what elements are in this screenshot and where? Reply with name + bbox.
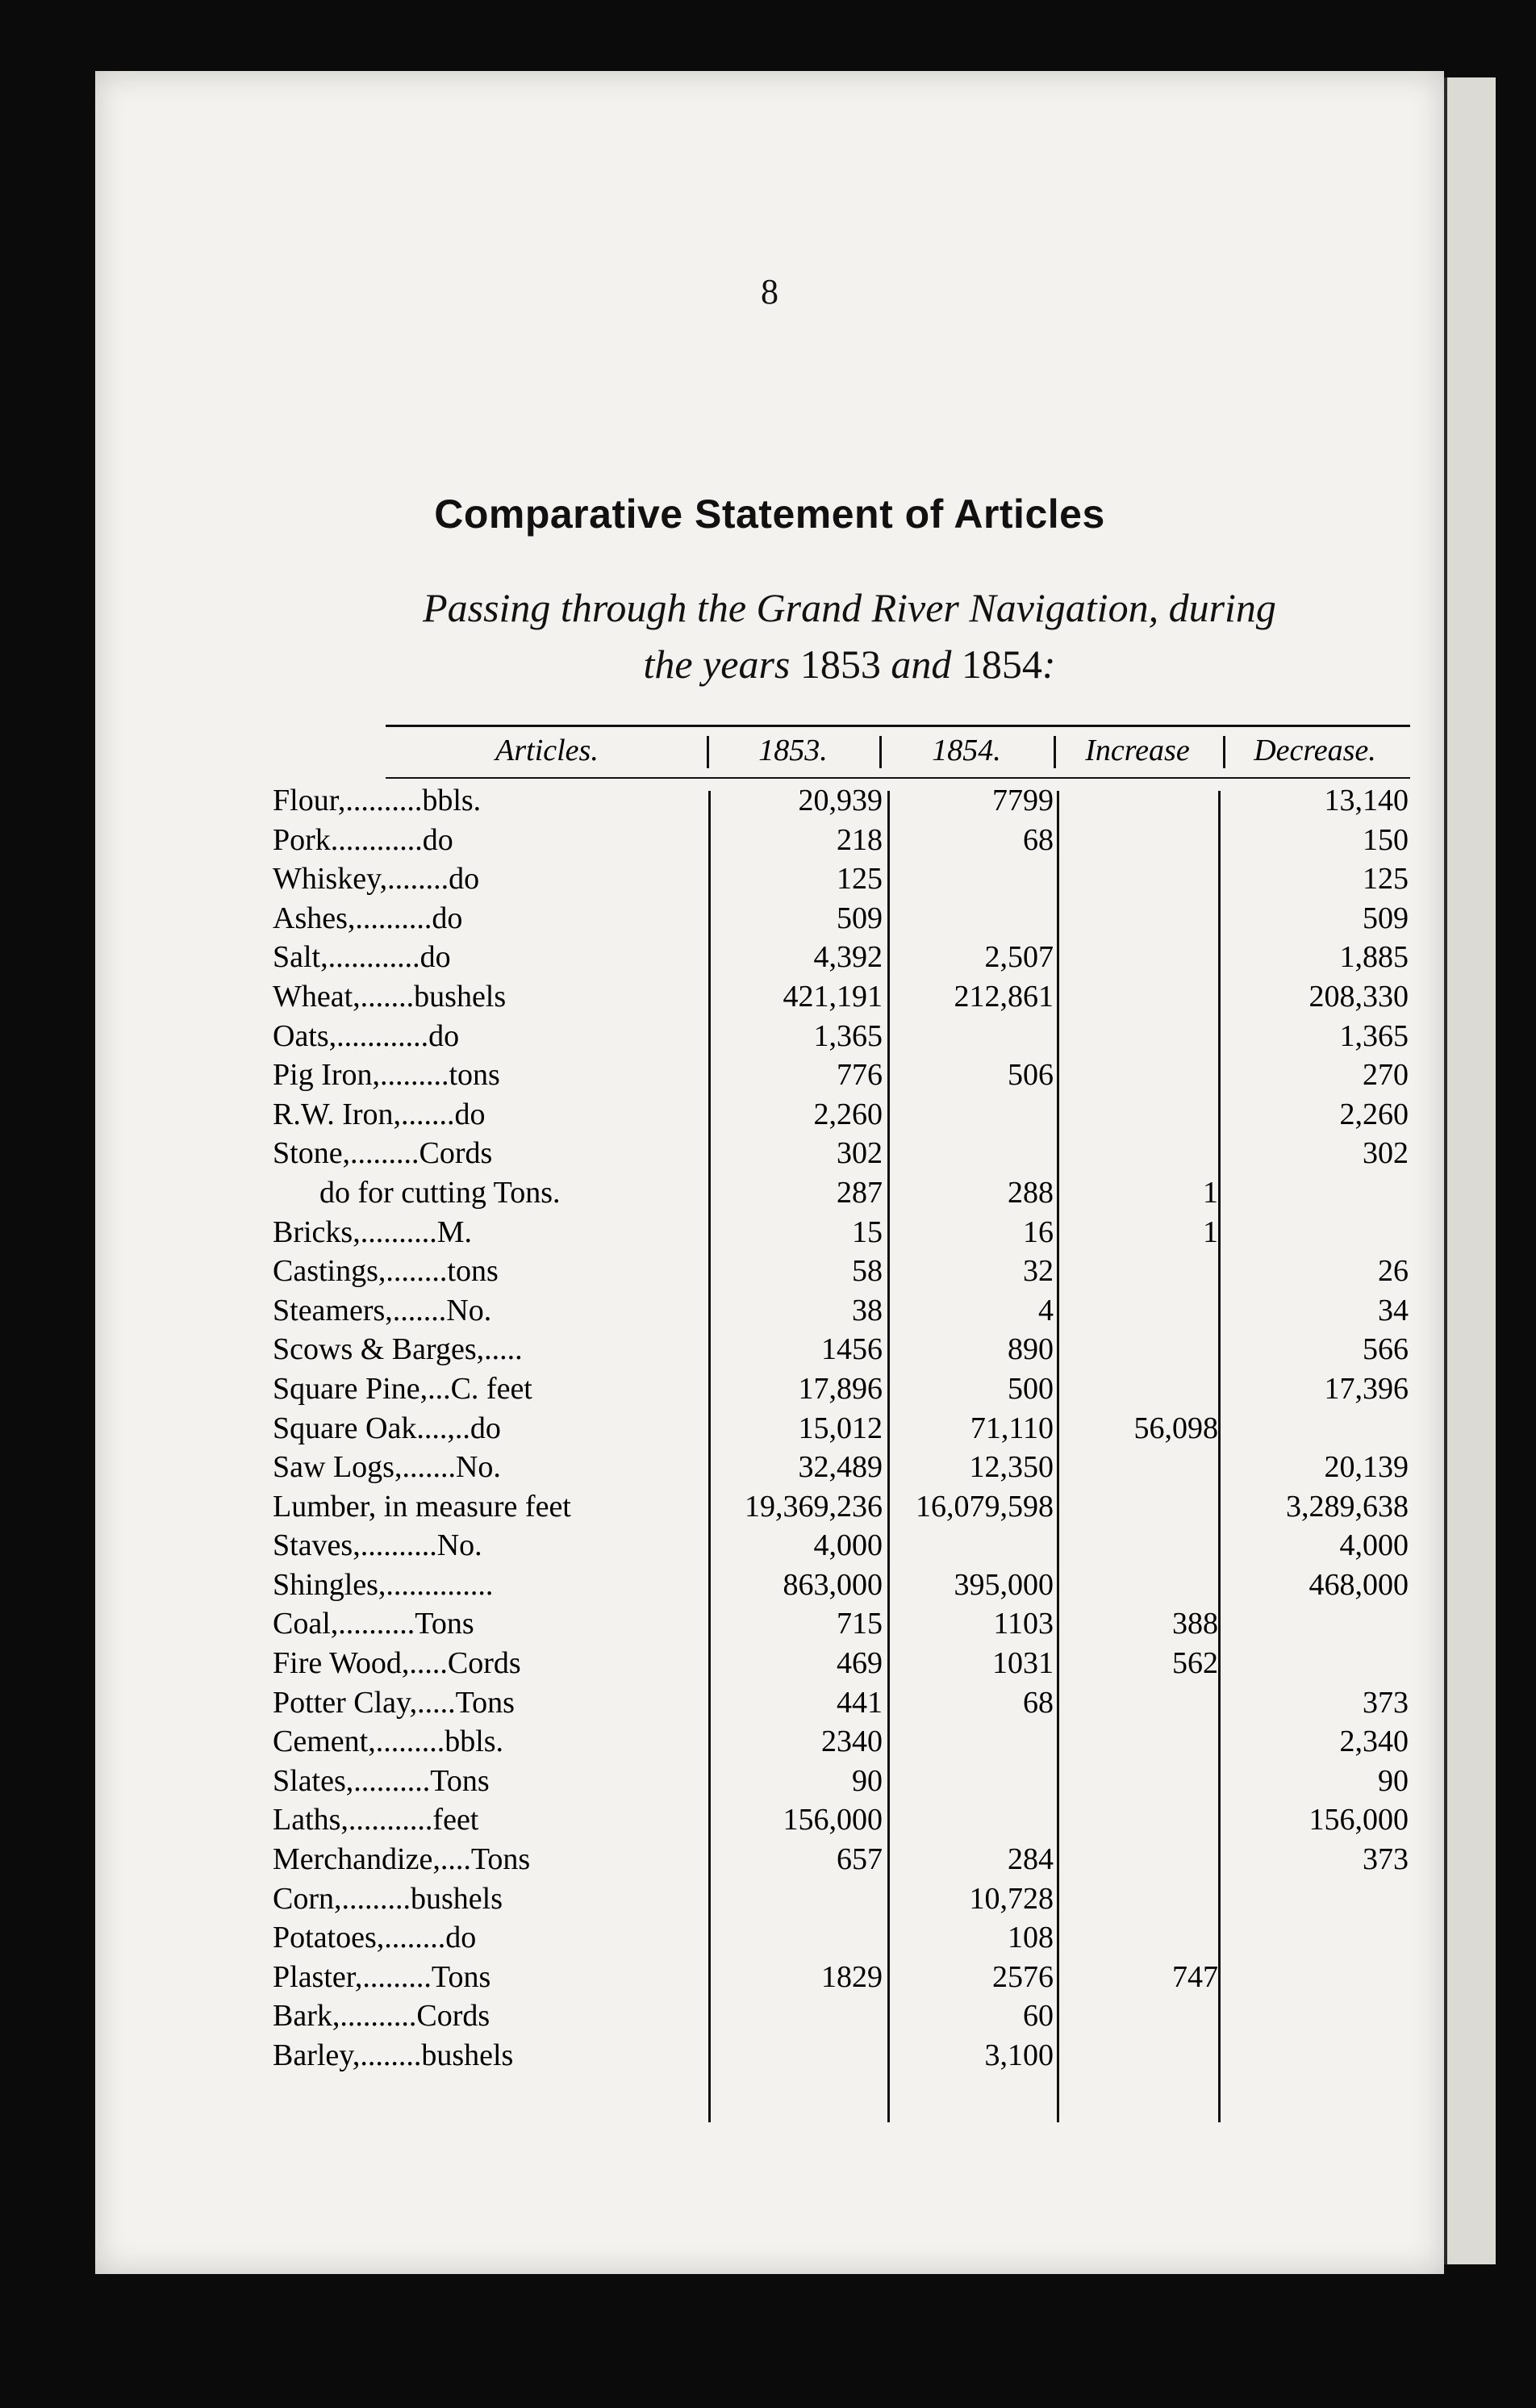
table-row	[273, 1526, 1410, 1566]
value-1853-cell: 302	[837, 1136, 883, 1171]
value-1854-cell: 10,728	[969, 1881, 1054, 1916]
decrease-cell: 150	[1363, 822, 1409, 857]
table-row	[273, 1722, 1410, 1762]
decrease-cell: 34	[1378, 1293, 1409, 1327]
value-1853-cell: 863,000	[783, 1567, 883, 1602]
table-row	[273, 1800, 1410, 1840]
header-separator	[1054, 736, 1056, 768]
page-title: Comparative Statement of Articles	[434, 491, 1105, 537]
article-name-cell: Corn,.........bushels	[273, 1881, 503, 1916]
value-1854-cell: 500	[1008, 1371, 1054, 1406]
article-name-cell: Shingles,..............	[273, 1567, 494, 1602]
decrease-cell: 208,330	[1309, 979, 1409, 1014]
decrease-cell: 17,396	[1324, 1371, 1409, 1406]
increase-cell: 388	[1172, 1607, 1218, 1641]
value-1853-cell: 2,260	[813, 1097, 883, 1131]
article-name-cell: Salt,............do	[273, 940, 451, 975]
value-1854-cell: 71,110	[970, 1411, 1054, 1445]
value-1853-cell: 1456	[821, 1332, 883, 1367]
table-row	[273, 1840, 1410, 1879]
value-1853-cell: 509	[837, 901, 883, 935]
value-1854-cell: 3,100	[984, 2038, 1054, 2072]
value-1854-cell: 506	[1008, 1058, 1054, 1093]
increase-cell: 56,098	[1133, 1411, 1218, 1445]
table-row	[273, 977, 1410, 1017]
article-name-cell: Lumber, in measure feet	[273, 1489, 571, 1524]
value-1853-cell: 4,000	[813, 1528, 883, 1563]
decrease-cell: 90	[1378, 1763, 1409, 1798]
subtitle-text-a: the years	[643, 642, 800, 687]
header-1854: 1854.	[932, 734, 1001, 767]
subtitle-year-2: 1854	[961, 642, 1042, 687]
value-1853-cell: 776	[837, 1058, 883, 1093]
decrease-cell: 2,340	[1339, 1724, 1409, 1759]
value-1854-cell: 16	[1023, 1214, 1054, 1249]
value-1854-cell: 212,861	[954, 979, 1054, 1014]
subtitle-text-c: :	[1041, 642, 1056, 687]
article-name-cell: Oats,............do	[273, 1018, 460, 1053]
table-row	[273, 1330, 1410, 1369]
article-name-cell: Merchandize,....Tons	[273, 1842, 531, 1877]
value-1854-cell: 2576	[992, 1959, 1054, 1994]
header-separator	[1223, 736, 1225, 768]
value-1854-cell: 7799	[992, 784, 1054, 817]
value-1853-cell: 1,365	[813, 1018, 883, 1053]
header-separator	[879, 736, 882, 768]
value-1853-cell: 20,939	[798, 784, 883, 817]
header-separator	[707, 736, 709, 768]
value-1854-cell: 68	[1023, 822, 1054, 857]
value-1853-cell: 287	[837, 1175, 883, 1210]
table-row	[273, 1879, 1410, 1919]
decrease-cell: 1,365	[1339, 1018, 1409, 1053]
table-row	[273, 1291, 1410, 1331]
value-1853-cell: 469	[837, 1646, 883, 1681]
table-row	[273, 859, 1410, 899]
value-1854-cell: 68	[1023, 1685, 1054, 1720]
article-name-cell: Coal,..........Tons	[273, 1607, 474, 1641]
article-name-cell: Potatoes,........do	[273, 1921, 477, 1955]
decrease-cell: 373	[1363, 1685, 1409, 1720]
table-row	[273, 1644, 1410, 1683]
decrease-cell: 4,000	[1339, 1528, 1409, 1563]
table-row	[273, 1017, 1410, 1056]
subtitle-line-1: Passing through the Grand River Navigation, during	[423, 585, 1276, 630]
table-row	[273, 938, 1410, 977]
decrease-cell: 566	[1363, 1332, 1409, 1367]
table-row	[273, 1056, 1410, 1095]
decrease-cell: 468,000	[1309, 1567, 1409, 1602]
decrease-cell: 302	[1363, 1136, 1409, 1171]
value-1854-cell: 12,350	[969, 1450, 1054, 1485]
value-1854-cell: 60	[1023, 1999, 1054, 2034]
table-row	[273, 821, 1410, 860]
article-name-cell: Castings,........tons	[273, 1254, 499, 1289]
header-articles: Articles.	[495, 734, 599, 767]
table-row	[273, 1409, 1410, 1449]
value-1853-cell: 2340	[821, 1724, 883, 1759]
article-name-cell: Bark,..........Cords	[273, 1999, 490, 2034]
increase-cell: 1	[1203, 1175, 1218, 1210]
table-body	[273, 781, 1410, 2076]
table-row	[273, 1252, 1410, 1291]
decrease-cell: 2,260	[1339, 1097, 1409, 1131]
value-1853-cell: 715	[837, 1607, 883, 1641]
article-name-cell: Steamers,.......No.	[273, 1293, 492, 1327]
value-1854-cell: 284	[1008, 1842, 1054, 1877]
value-1853-cell: 58	[852, 1254, 883, 1289]
value-1854-cell: 32	[1023, 1254, 1054, 1289]
decrease-cell: 26	[1378, 1254, 1409, 1289]
header-decrease: Decrease.	[1254, 734, 1376, 767]
table-row	[273, 1095, 1410, 1135]
decrease-cell: 373	[1363, 1842, 1409, 1877]
subtitle-line-2	[273, 636, 1426, 692]
article-name-cell: Ashes,..........do	[273, 901, 463, 935]
value-1853-cell: 441	[837, 1685, 883, 1720]
article-name-cell: Scows & Barges,.....	[273, 1332, 523, 1367]
value-1853-cell: 32,489	[798, 1450, 883, 1485]
value-1853-cell: 17,896	[798, 1371, 883, 1406]
decrease-cell: 1,885	[1339, 940, 1409, 975]
table-row	[273, 1173, 1410, 1213]
article-name-cell: Pig Iron,.........tons	[273, 1058, 500, 1093]
value-1853-cell: 1829	[821, 1959, 883, 1994]
article-name-cell: Fire Wood,.....Cords	[273, 1646, 521, 1681]
article-name-cell: Flour,..........bbls.	[273, 784, 482, 817]
article-name-cell: Saw Logs,.......No.	[273, 1450, 501, 1485]
value-1854-cell: 890	[1008, 1332, 1054, 1367]
header-1853: 1853.	[758, 734, 828, 767]
increase-cell: 562	[1172, 1646, 1218, 1681]
article-name-cell: Wheat,.......bushels	[273, 979, 507, 1014]
table-row	[273, 1996, 1410, 2036]
table-row	[273, 899, 1410, 939]
table-row	[273, 2036, 1410, 2076]
article-name-cell: Stone,.........Cords	[273, 1136, 493, 1171]
table-row	[273, 1448, 1410, 1487]
article-name-cell: Square Pine,...C. feet	[273, 1371, 532, 1406]
table-row	[273, 1213, 1410, 1252]
decrease-cell: 125	[1363, 862, 1409, 897]
table-top-rule	[386, 725, 1410, 727]
value-1854-cell: 4	[1038, 1293, 1054, 1327]
articles-table	[273, 725, 1410, 2121]
value-1853-cell: 90	[852, 1763, 883, 1798]
header-increase: Increase	[1085, 734, 1190, 767]
value-1853-cell: 218	[837, 822, 883, 857]
value-1853-cell: 19,369,236	[745, 1489, 883, 1524]
table-header-rule	[386, 777, 1410, 779]
article-name-cell: Pork............do	[273, 822, 453, 857]
value-1854-cell: 288	[1008, 1175, 1054, 1210]
subtitle	[273, 579, 1426, 692]
value-1853-cell: 657	[837, 1842, 883, 1877]
article-name-cell: Staves,..........No.	[273, 1528, 482, 1563]
subtitle-year-1: 1853	[799, 642, 881, 687]
adjacent-page-edge	[1444, 77, 1496, 2264]
article-name-cell: Cement,.........bbls.	[273, 1724, 504, 1759]
article-name-cell: Barley,........bushels	[273, 2038, 514, 2072]
value-1853-cell: 4,392	[813, 940, 883, 975]
decrease-cell: 13,140	[1324, 784, 1409, 817]
value-1853-cell: 421,191	[783, 979, 883, 1014]
article-name-cell: Plaster,.........Tons	[273, 1959, 491, 1994]
increase-cell: 747	[1172, 1959, 1218, 1994]
table-row	[273, 1762, 1410, 1801]
article-name-cell: Potter Clay,.....Tons	[273, 1685, 515, 1720]
page-number: 8	[761, 272, 778, 311]
value-1853-cell: 38	[852, 1293, 883, 1327]
value-1853-cell: 156,000	[783, 1803, 883, 1837]
article-name-cell: Slates,..........Tons	[273, 1763, 490, 1798]
value-1854-cell: 16,079,598	[916, 1489, 1054, 1524]
article-name-cell: Bricks,..........M.	[273, 1214, 472, 1249]
decrease-cell: 3,289,638	[1286, 1489, 1409, 1524]
article-name-cell: R.W. Iron,.......do	[273, 1097, 486, 1131]
value-1854-cell: 1103	[993, 1607, 1054, 1641]
article-name-cell: Whiskey,........do	[273, 862, 480, 897]
value-1854-cell: 1031	[992, 1646, 1054, 1681]
value-1854-cell: 2,507	[984, 940, 1054, 975]
decrease-cell: 20,139	[1324, 1450, 1409, 1485]
table-row	[273, 781, 1410, 821]
table-row	[273, 1604, 1410, 1644]
table-row	[273, 1134, 1410, 1173]
table-row	[273, 1918, 1410, 1958]
value-1854-cell: 108	[1008, 1921, 1054, 1955]
article-name-cell: Square Oak....,..do	[273, 1411, 501, 1445]
subtitle-text-b: and	[880, 642, 962, 687]
table-row	[273, 1369, 1410, 1409]
decrease-cell: 270	[1363, 1058, 1409, 1093]
table-row	[273, 1566, 1410, 1605]
value-1854-cell: 395,000	[954, 1567, 1054, 1602]
decrease-cell: 509	[1363, 901, 1409, 935]
article-name-cell: Laths,...........feet	[273, 1803, 479, 1837]
table-row	[273, 1487, 1410, 1527]
decrease-cell: 156,000	[1309, 1803, 1409, 1837]
value-1853-cell: 15	[852, 1214, 883, 1249]
value-1853-cell: 125	[837, 862, 883, 897]
increase-cell: 1	[1203, 1214, 1218, 1249]
table-row	[273, 1683, 1410, 1723]
value-1853-cell: 15,012	[798, 1411, 883, 1445]
table-row	[273, 1958, 1410, 1997]
article-name-cell: do for cutting Tons.	[319, 1175, 561, 1210]
